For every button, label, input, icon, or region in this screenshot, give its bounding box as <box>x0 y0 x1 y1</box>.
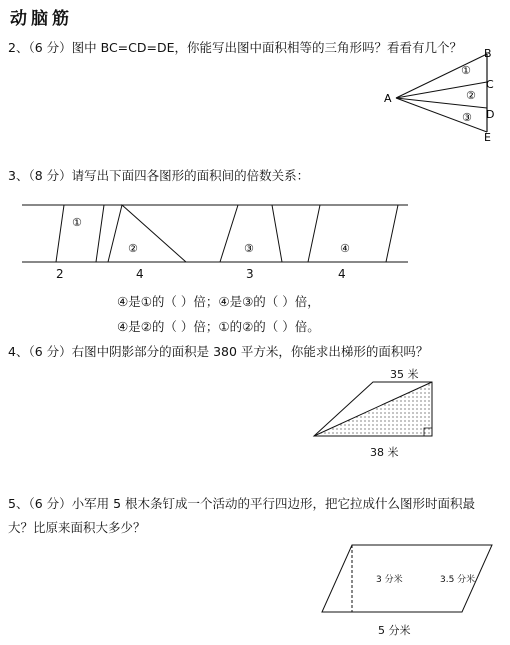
shape-2-triangle <box>108 205 186 262</box>
shape-4-label: ④ <box>340 242 350 255</box>
shape-3-label: ③ <box>244 242 254 255</box>
question-5-text-line-2: 大？比原来面积大多少？ <box>8 520 146 535</box>
q2-triangle-figure <box>384 47 494 144</box>
label-d: D <box>486 108 495 121</box>
shape-1-parallelogram <box>56 205 104 262</box>
label-a: A <box>384 92 392 105</box>
q3-answer-line-2: ④是②的（ ）倍；①的②的（ ）倍。 <box>117 319 320 334</box>
q3-shapes-figure <box>22 205 408 262</box>
q3-answer-line-1: ④是①的（ ）倍；④是③的（ ）倍， <box>117 294 320 309</box>
shape-2-label: ② <box>128 242 138 255</box>
base-1: 2 <box>56 267 64 281</box>
question-2-text: 2、（6 分）图中 BC=CD=DE，你能写出图中面积相等的三角形吗？看看有几个？ <box>8 40 463 55</box>
trapezoid-top-label: 35 米 <box>390 368 419 381</box>
region-1-label: ① <box>461 64 471 77</box>
side-label: 3.5 分米 <box>440 575 476 585</box>
base-2: 4 <box>136 267 144 281</box>
base-4: 4 <box>338 267 346 281</box>
shape-1-label: ① <box>72 216 82 229</box>
region-3-label: ③ <box>462 111 472 124</box>
question-5-text-line-1: 5、（6 分）小军用 5 根木条钉成一个活动的平行四边形，把它拉成什么图形时面积最 <box>8 496 476 511</box>
label-b: B <box>484 47 492 60</box>
question-4-text: 4、（6 分）右图中阴影部分的面积是 380 平方米，你能求出梯形的面积吗？ <box>8 344 429 359</box>
shape-4-parallelogram <box>308 205 398 262</box>
q4-trapezoid-figure <box>314 382 432 436</box>
base-3: 3 <box>246 267 254 281</box>
height-label: 3 分米 <box>376 575 403 585</box>
page-title: 动脑筋 <box>10 9 73 29</box>
trapezoid-bottom-label: 38 米 <box>370 446 399 459</box>
question-3-text: 3、（8 分）请写出下面四各图形的面积间的倍数关系： <box>8 168 310 183</box>
base-label: 5 分米 <box>378 624 411 637</box>
region-2-label: ② <box>466 89 476 102</box>
label-e: E <box>484 131 491 144</box>
label-c: C <box>486 78 494 91</box>
